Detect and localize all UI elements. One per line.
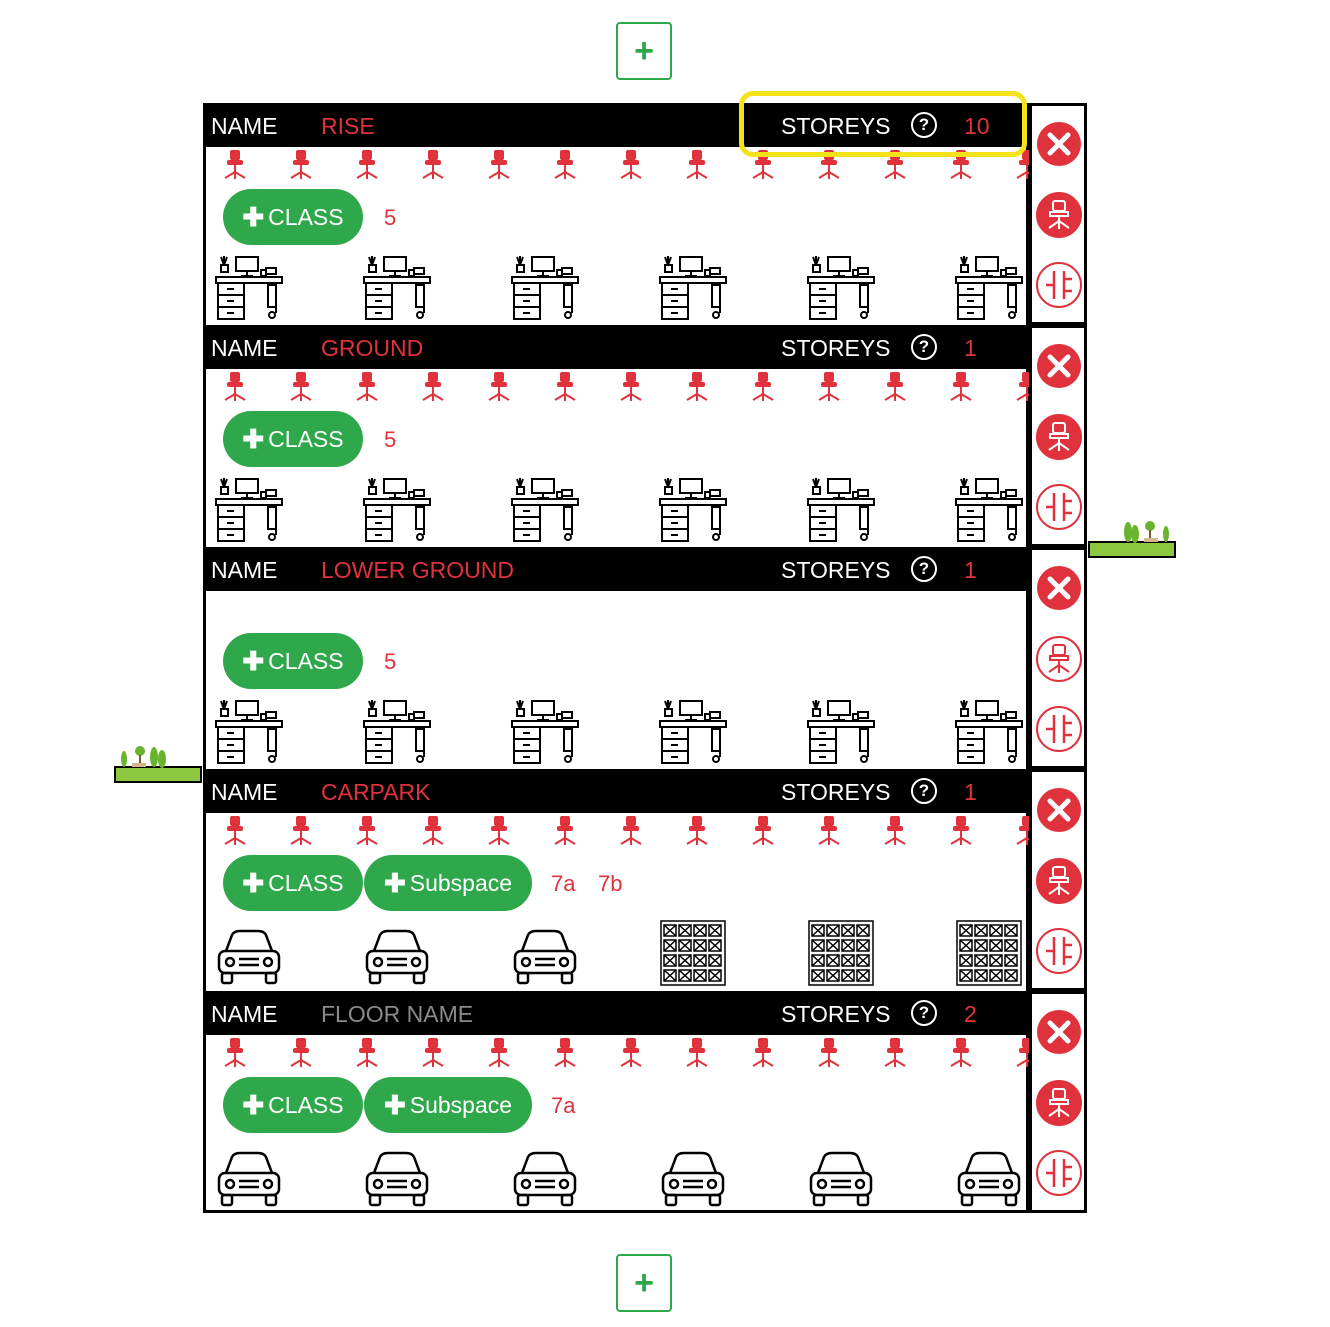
desk-icon: [510, 475, 580, 543]
add-class-label: CLASS: [268, 203, 344, 230]
chair-icon: [288, 1036, 314, 1068]
chair-icon: [552, 370, 578, 402]
floor-name-field[interactable]: LOWER GROUND: [321, 557, 514, 583]
chair-icon: [486, 814, 512, 846]
desk-icon: [806, 697, 876, 765]
chair-icon: [684, 148, 710, 180]
class-tag[interactable]: 7a: [551, 1093, 576, 1118]
car-icon: [954, 1141, 1024, 1209]
floor-header: [206, 103, 1026, 147]
delete-floor-icon[interactable]: [1035, 342, 1083, 390]
add-class-button[interactable]: [223, 855, 363, 911]
help-icon[interactable]: ?: [911, 1000, 937, 1026]
chair-icon: [354, 1036, 380, 1068]
storeys-field[interactable]: 1: [964, 779, 977, 805]
car-icon: [510, 1141, 580, 1209]
floor-actions: [1029, 547, 1087, 769]
chair-icon: [288, 370, 314, 402]
partition-icon[interactable]: [1035, 483, 1083, 531]
furniture-row: [214, 475, 1024, 545]
chair-icon: [750, 370, 776, 402]
chair-icon: [816, 1036, 842, 1068]
desk-icon: [510, 697, 580, 765]
ground-level-marker-left: [114, 741, 202, 783]
delete-floor-icon[interactable]: [1035, 564, 1083, 612]
floor-header: [206, 325, 1026, 369]
class-tag[interactable]: 7a: [551, 871, 576, 896]
car-icon: [806, 1141, 876, 1209]
desk-icon: [362, 253, 432, 321]
building-stack: [203, 103, 1087, 1213]
floor-actions: [1029, 991, 1087, 1213]
seating-toggle-icon[interactable]: [1035, 1079, 1083, 1127]
chair-icon: [354, 370, 380, 402]
chair-icon: [486, 370, 512, 402]
floor-2: [203, 547, 1087, 769]
delete-floor-icon[interactable]: [1035, 786, 1083, 834]
add-class-button[interactable]: [223, 411, 363, 467]
car-icon: [214, 919, 284, 987]
floor-body: [203, 991, 1029, 1213]
furniture-row: [214, 253, 1024, 323]
partition-icon[interactable]: [1035, 927, 1083, 975]
furniture-row: [214, 1141, 1024, 1211]
chair-icon: [684, 1036, 710, 1068]
chair-icon: [882, 1036, 908, 1068]
add-class-button[interactable]: [223, 633, 363, 689]
chair-icon: [684, 814, 710, 846]
storeys-label: STOREYS: [781, 557, 891, 583]
help-icon[interactable]: ?: [911, 556, 937, 582]
add-floor-bottom-button[interactable]: +: [616, 1254, 672, 1312]
storeys-label: STOREYS: [781, 335, 891, 361]
storeys-label: STOREYS: [781, 779, 891, 805]
partition-icon[interactable]: [1035, 705, 1083, 753]
chair-icon: [618, 814, 644, 846]
rack-icon: [658, 919, 728, 987]
desk-icon: [362, 697, 432, 765]
chair-icon: [750, 1036, 776, 1068]
chair-icon: [222, 148, 248, 180]
chair-icon: [354, 814, 380, 846]
chair-icon: [486, 1036, 512, 1068]
add-class-label: CLASS: [268, 647, 344, 674]
desk-icon: [806, 253, 876, 321]
chair-icon: [552, 148, 578, 180]
chair-row: [222, 148, 1022, 182]
storeys-field[interactable]: 2: [964, 1001, 977, 1027]
rack-icon: [806, 919, 876, 987]
floor-header: [206, 991, 1026, 1035]
plus-icon: ✚: [242, 201, 265, 232]
partition-icon[interactable]: [1035, 1149, 1083, 1197]
name-label: NAME: [211, 779, 278, 805]
storeys-field[interactable]: 1: [964, 557, 977, 583]
chair-icon: [552, 814, 578, 846]
class-tag[interactable]: 5: [384, 649, 397, 674]
chair-icon: [882, 814, 908, 846]
floor-actions: [1029, 325, 1087, 547]
floor-header: [206, 547, 1026, 591]
delete-floor-icon[interactable]: [1035, 120, 1083, 168]
desk-icon: [214, 253, 284, 321]
add-class-button[interactable]: [223, 189, 363, 245]
desk-icon: [214, 475, 284, 543]
plus-icon: ✚: [242, 1089, 265, 1120]
chair-icon: [618, 370, 644, 402]
desk-icon: [510, 253, 580, 321]
seating-toggle-icon[interactable]: [1035, 191, 1083, 239]
chair-icon: [288, 148, 314, 180]
chair-icon: [750, 148, 776, 180]
add-floor-top-button[interactable]: +: [616, 22, 672, 80]
storeys-label: STOREYS: [781, 1001, 891, 1027]
car-icon: [214, 1141, 284, 1209]
floor-name-field[interactable]: GROUND: [321, 335, 424, 361]
desk-icon: [954, 697, 1024, 765]
chair-icon: [222, 370, 248, 402]
chair-icon: [948, 370, 974, 402]
add-class-label: CLASS: [268, 425, 344, 452]
plus-icon: ✚: [242, 867, 265, 898]
chair-icon: [354, 148, 380, 180]
furniture-row: [214, 919, 1024, 989]
floor-3: [203, 769, 1087, 991]
plus-icon: ✚: [242, 645, 265, 676]
floor-body: [203, 103, 1029, 325]
delete-floor-icon[interactable]: [1035, 1008, 1083, 1056]
chair-icon: [948, 1036, 974, 1068]
floor-header: [206, 769, 1026, 813]
class-tag[interactable]: 7b: [598, 871, 623, 896]
ground-level-marker-right: [1088, 516, 1176, 558]
chair-icon: [948, 148, 974, 180]
help-icon[interactable]: ?: [911, 334, 937, 360]
plus-icon: ✚: [242, 423, 265, 454]
chair-icon: [420, 148, 446, 180]
floor-body: [203, 769, 1029, 991]
storeys-field[interactable]: 1: [964, 335, 977, 361]
chair-row: [222, 370, 1022, 404]
desk-icon: [806, 475, 876, 543]
partition-icon[interactable]: [1035, 261, 1083, 309]
desk-icon: [658, 475, 728, 543]
name-label: NAME: [211, 335, 278, 361]
plus-icon: ✚: [383, 1089, 406, 1120]
chair-icon: [420, 370, 446, 402]
chair-icon: [816, 148, 842, 180]
furniture-row: [214, 697, 1024, 767]
desk-icon: [362, 475, 432, 543]
desk-icon: [954, 253, 1024, 321]
chair-icon: [882, 370, 908, 402]
seating-toggle-icon[interactable]: [1035, 635, 1083, 683]
add-subspace-button[interactable]: [364, 1077, 532, 1133]
add-class-label: CLASS: [268, 1091, 344, 1118]
plus-icon: ✚: [383, 867, 406, 898]
floor-name-field[interactable]: FLOOR NAME: [321, 1001, 474, 1027]
chair-icon: [222, 1036, 248, 1068]
chair-icon: [618, 1036, 644, 1068]
chair-icon: [288, 814, 314, 846]
seating-toggle-icon[interactable]: [1035, 857, 1083, 905]
floor-actions: [1029, 103, 1087, 325]
chair-icon: [420, 1036, 446, 1068]
floor-name-field[interactable]: CARPARK: [321, 779, 431, 805]
chair-icon: [684, 370, 710, 402]
storeys-label: STOREYS: [781, 113, 891, 139]
name-label: NAME: [211, 1001, 278, 1027]
chair-icon: [486, 148, 512, 180]
floor-4: [203, 991, 1087, 1213]
chair-icon: [816, 370, 842, 402]
floor-name-field[interactable]: RISE: [321, 113, 375, 139]
class-tag[interactable]: 5: [384, 205, 397, 230]
car-icon: [658, 1141, 728, 1209]
floor-0: [203, 103, 1087, 325]
seating-toggle-icon[interactable]: [1035, 413, 1083, 461]
add-class-label: CLASS: [268, 869, 344, 896]
chair-icon: [552, 1036, 578, 1068]
add-class-button[interactable]: [223, 1077, 363, 1133]
name-label: NAME: [211, 557, 278, 583]
chair-row: [222, 814, 1022, 848]
chair-row: [222, 1036, 1022, 1070]
chair-icon: [420, 814, 446, 846]
desk-icon: [658, 253, 728, 321]
chair-icon: [816, 814, 842, 846]
chair-icon: [750, 814, 776, 846]
add-subspace-label: Subspace: [409, 869, 513, 896]
storeys-field[interactable]: 10: [964, 113, 990, 139]
chair-icon: [618, 148, 644, 180]
car-icon: [510, 919, 580, 987]
add-subspace-button[interactable]: [364, 855, 532, 911]
floor-actions: [1029, 769, 1087, 991]
car-icon: [362, 919, 432, 987]
floor-body: [203, 325, 1029, 547]
help-icon[interactable]: ?: [911, 112, 937, 138]
rack-icon: [954, 919, 1024, 987]
desk-icon: [214, 697, 284, 765]
chair-icon: [222, 814, 248, 846]
floor-1: [203, 325, 1087, 547]
class-tag[interactable]: 5: [384, 427, 397, 452]
add-subspace-label: Subspace: [409, 1091, 513, 1118]
car-icon: [362, 1141, 432, 1209]
desk-icon: [954, 475, 1024, 543]
floor-body: [203, 547, 1029, 769]
chair-icon: [948, 814, 974, 846]
help-icon[interactable]: ?: [911, 778, 937, 804]
chair-icon: [882, 148, 908, 180]
name-label: NAME: [211, 113, 278, 139]
desk-icon: [658, 697, 728, 765]
